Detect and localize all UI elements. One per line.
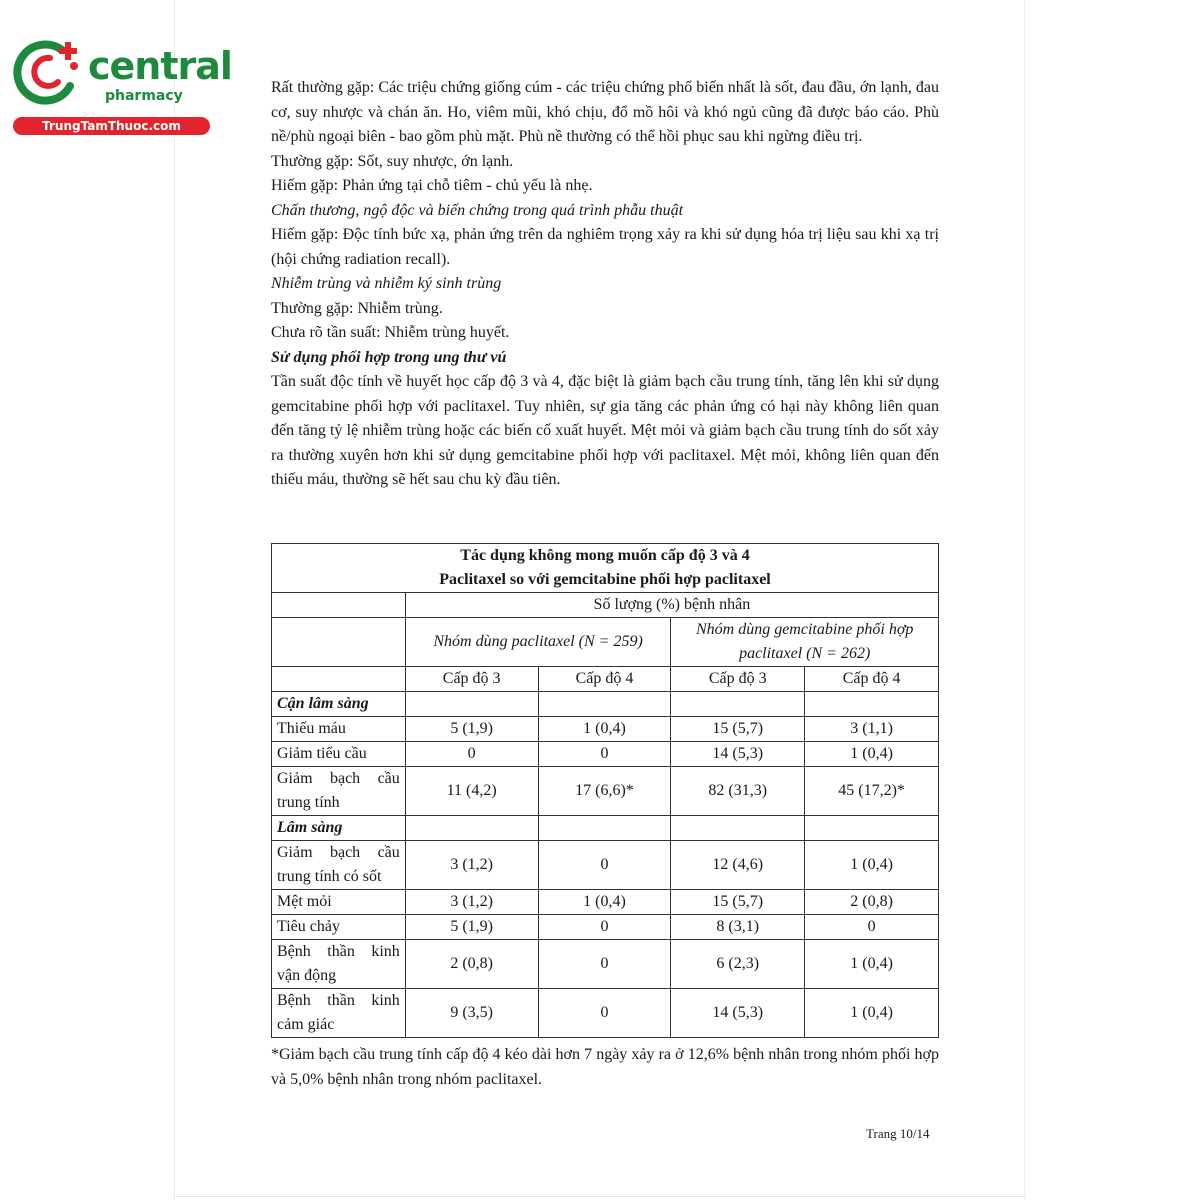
cell-value: 5 (1,9)	[405, 915, 538, 940]
cell-value: 9 (3,5)	[405, 989, 538, 1038]
central-pharmacy-logo-icon	[10, 36, 90, 108]
paragraph-sepsis: Chưa rõ tần suất: Nhiễm trùng huyết.	[271, 324, 510, 341]
brand-name: central	[88, 44, 232, 88]
paragraph-common: Thường gặp: Sốt, suy nhược, ớn lạnh.	[271, 152, 514, 170]
cell-value: 2 (0,8)	[405, 940, 538, 989]
row-label: Giảm bạch cầu trung tính có sốt	[272, 841, 406, 890]
table-row	[272, 989, 939, 1038]
patients-header: Số lượng (%) bệnh nhân	[405, 593, 938, 618]
group-paclitaxel-header: Nhóm dùng paclitaxel (N = 259)	[405, 618, 671, 667]
brand-url-badge[interactable]: TrungTamThuoc.com	[13, 117, 210, 135]
table-footnote: *Giảm bạch cầu trung tính cấp độ 4 kéo dài hơn 7 ngày xảy ra ở 12,6% bệnh nhân trong nhóm phối hợp và 5,0% bệnh nhân trong nhóm paclitaxel.	[271, 1046, 939, 1088]
brand-subtitle: pharmacy	[105, 88, 183, 104]
table-empty-cell	[405, 816, 538, 841]
table-title-line-1: Tác dụng không mong muốn cấp độ 3 và 4	[460, 547, 750, 564]
table-empty-cell	[671, 816, 805, 841]
row-label: Bệnh thần kinh vận động	[272, 940, 406, 989]
cell-value: 2 (0,8)	[805, 890, 939, 915]
table-row	[272, 717, 939, 742]
row-label: Thiếu máu	[272, 717, 406, 742]
cell-value: 0	[538, 841, 671, 890]
cell-value: 1 (0,4)	[538, 890, 671, 915]
page-edge-right	[1024, 0, 1025, 1200]
cell-value: 1 (0,4)	[538, 717, 671, 742]
paragraph-infection-common: Thường gặp: Nhiễm trùng.	[271, 299, 443, 317]
table-empty-cell	[272, 618, 406, 667]
table-empty-cell	[405, 692, 538, 717]
cell-value: 82 (31,3)	[671, 767, 805, 816]
grade-3-header: Cấp độ 3	[405, 667, 538, 692]
cell-value: 0	[405, 742, 538, 767]
table-empty-cell	[805, 692, 939, 717]
cell-value: 0	[538, 940, 671, 989]
page-edge-bottom	[174, 1196, 1026, 1197]
cell-value: 1 (0,4)	[805, 989, 939, 1038]
heading-injury: Chấn thương, ngộ độc và biến chứng trong quá trình phẫu thuật	[271, 201, 684, 219]
table-title-row	[272, 544, 939, 593]
cell-value: 0	[538, 989, 671, 1038]
cell-value: 14 (5,3)	[671, 742, 805, 767]
section-row-clinical	[272, 816, 939, 841]
table-row	[272, 890, 939, 915]
table-row	[272, 841, 939, 890]
table-row	[272, 940, 939, 989]
document-body	[271, 76, 939, 493]
row-label: Bệnh thần kinh cảm giác	[272, 989, 406, 1038]
row-label: Giảm tiểu cầu	[272, 742, 406, 767]
table-grade-row	[272, 667, 939, 692]
cell-value: 12 (4,6)	[671, 841, 805, 890]
grade-3-header: Cấp độ 3	[671, 667, 805, 692]
table-header-row	[272, 593, 939, 618]
section-lab-label: Cận lâm sàng	[272, 692, 406, 717]
table-title-line-2: Paclitaxel so với gemcitabine phối hợp paclitaxel	[439, 571, 771, 588]
cell-value: 1 (0,4)	[805, 742, 939, 767]
table-group-row	[272, 618, 939, 667]
cell-value: 1 (0,4)	[805, 841, 939, 890]
paragraph-very-common: Rất thường gặp: Các triệu chứng giống cúm - các triệu chứng phổ biến nhất là sốt, đau đầu, ớn lạnh, đau cơ, suy nhược và chán ăn. Ho, viêm mũi, khó chịu, đổ mồ hôi và khó ngủ cũng đã được báo cáo. Phù nề/phù ngoại biên - bao gồm phù mặt. Phù nề thường có thể hồi phục sau khi ngừng điều trị.	[271, 79, 939, 145]
group-combination-header: Nhóm dùng gemcitabine phối hợp paclitaxel (N = 262)	[671, 618, 939, 667]
cell-value: 14 (5,3)	[671, 989, 805, 1038]
table-empty-cell	[671, 692, 805, 717]
table-empty-cell	[538, 692, 671, 717]
cell-value: 17 (6,6)*	[538, 767, 671, 816]
grade-4-header: Cấp độ 4	[805, 667, 939, 692]
row-label: Tiêu chảy	[272, 915, 406, 940]
table-empty-cell	[538, 816, 671, 841]
cell-value: 5 (1,9)	[405, 717, 538, 742]
table-row	[272, 742, 939, 767]
table-row	[272, 767, 939, 816]
table-empty-cell	[272, 667, 406, 692]
adverse-events-table	[271, 543, 939, 1038]
cell-value: 15 (5,7)	[671, 717, 805, 742]
table-row	[272, 915, 939, 940]
cell-value: 1 (0,4)	[805, 940, 939, 989]
table-empty-cell	[272, 593, 406, 618]
paragraph-combination: Tần suất độc tính về huyết học cấp độ 3 và 4, đặc biệt là giảm bạch cầu trung tính, tăng lên khi sử dụng gemcitabine phối hợp với paclitaxel. Tuy nhiên, sự gia tăng các phản ứng có hại này không liên quan đến tăng tỷ lệ nhiễm trùng hoặc các biến cố xuất huyết. Mệt mỏi và giảm bạch cầu trung tính do sốt xảy ra thường xuyên hơn khi sử dụng gemcitabine phối hợp với paclitaxel. Mệt mỏi, không liên quan đến thiếu máu, thường sẽ hết sau chu kỳ đầu tiên.	[271, 373, 939, 488]
paragraph-rare-injection: Hiếm gặp: Phản ứng tại chỗ tiêm - chủ yếu là nhẹ.	[271, 177, 593, 194]
cell-value: 0	[805, 915, 939, 940]
page-edge-left	[174, 0, 175, 1200]
brand-logo[interactable]	[10, 36, 232, 136]
cell-value: 0	[538, 915, 671, 940]
cell-value: 11 (4,2)	[405, 767, 538, 816]
table-empty-cell	[805, 816, 939, 841]
cell-value: 3 (1,1)	[805, 717, 939, 742]
heading-infection: Nhiễm trùng và nhiễm ký sinh trùng	[271, 275, 502, 292]
paragraph-rare-radiation: Hiếm gặp: Độc tính bức xạ, phản ứng trên da nghiêm trọng xảy ra khi sử dụng hóa trị liệu sau khi xạ trị (hội chứng radiation recall).	[271, 226, 939, 268]
page-number: Trang 10/14	[866, 1126, 930, 1141]
cell-value: 3 (1,2)	[405, 890, 538, 915]
cell-value: 6 (2,3)	[671, 940, 805, 989]
section-row-lab	[272, 692, 939, 717]
cell-value: 45 (17,2)*	[805, 767, 939, 816]
table-title	[272, 544, 939, 593]
section-clinical-label: Lâm sàng	[272, 816, 406, 841]
cell-value: 3 (1,2)	[405, 841, 538, 890]
row-label: Giảm bạch cầu trung tính	[272, 767, 406, 816]
cell-value: 8 (3,1)	[671, 915, 805, 940]
cell-value: 15 (5,7)	[671, 890, 805, 915]
row-label: Mệt mỏi	[272, 890, 406, 915]
grade-4-header: Cấp độ 4	[538, 667, 671, 692]
heading-breast-cancer: Sử dụng phối hợp trong ung thư vú	[271, 348, 507, 366]
cell-value: 0	[538, 742, 671, 767]
